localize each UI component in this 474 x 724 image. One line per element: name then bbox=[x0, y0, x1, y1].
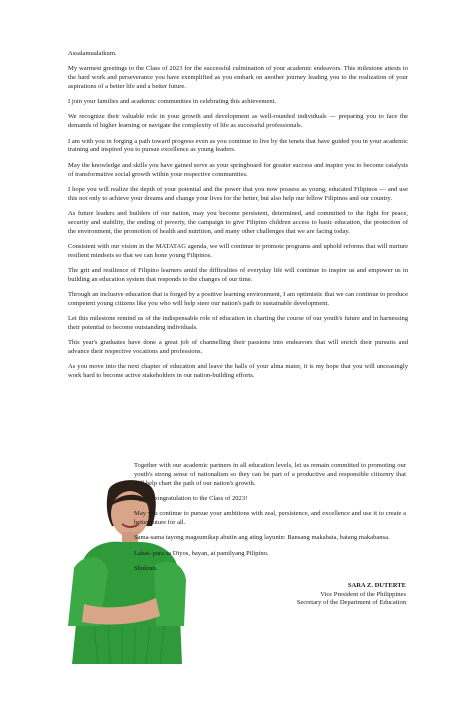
paragraph-5: May the knowledge and skills you have gained serve as your springboard for greater success and inspire you to become catalysts of transformative social growth within your respective communities. bbox=[68, 161, 408, 178]
paragraph-12: This year's graduates have done a great job of channelling their passions into endeavors that will enrich their pursuits and advance their respective vocations and professions. bbox=[68, 339, 408, 356]
paragraph-4: I am with you in forging a path toward progress even as you continue to live by the tenets that have guided you in your academic training and inspired you to pursue excellence as young leaders. bbox=[68, 137, 408, 154]
closing-paragraph-2: Again, congratulation to the Class of 2023! bbox=[134, 495, 248, 503]
letter-body bbox=[68, 50, 408, 388]
paragraph-11: Let this milestone remind us of the indispensable role of education in charting the course of our youth's future and in harnessing their potential to become outstanding individuals. bbox=[68, 315, 408, 332]
closing-paragraph-5: Lahat- para sa Diyos, bayan, at pamilyang Pilipino. bbox=[134, 549, 269, 557]
closing-paragraph-6: Shukran. bbox=[134, 564, 158, 572]
paragraph-7: As future leaders and builders of our nation, may you become persistent, determined, and committed to the fight for peace, security and stability, the ending of poverty, the campaign to give Filipino children access to basic education, the protection of the environment, the promotion of health and nutrition, and many other challenges that we are facing today. bbox=[68, 209, 408, 235]
closing-text bbox=[134, 462, 406, 608]
paragraph-13: As you move into the next chapter of education and leave the halls of your alma mater, it is my hope that you will unceasingly work hard to become active stakeholders in our nation-building efforts. bbox=[68, 363, 408, 380]
paragraph-2: I join your families and academic communities in celebrating this achievement. bbox=[68, 98, 277, 106]
signature-block bbox=[134, 582, 406, 609]
closing-section bbox=[0, 462, 474, 724]
signatory-name: SARA Z. DUTERTE bbox=[347, 581, 406, 589]
paragraph-3: We recognize their valuable role in your growth and development as well-rounded individuals — preparing you to face the demands of higher learning or navigate the complexity of life as successful professionals. bbox=[68, 113, 408, 130]
paragraph-6: I hope you will realize the depth of your potential and the power that you now possess as young, educated Filipinos — and use this not only to achieve your dreams and change your lives for the better, but also help our fellow Filipinos and our country. bbox=[68, 185, 408, 202]
paragraph-9: The grit and resilience of Filipino learners amid the difficulties of everyday life will continue to inspire us and empower us in building an education system that responds to the changes of our time. bbox=[68, 266, 408, 283]
signatory-title-1: Vice President of the Philippines bbox=[320, 590, 406, 598]
greeting: Assalamualaikum. bbox=[68, 50, 117, 57]
paragraph-10: Through an inclusive education that is forged by a positive learning environment, I am optimistic that we can continue to produce competent young citizens like you who will help steer our nation's path to sustainable development. bbox=[68, 291, 408, 307]
signatory-title-2: Secretary of the Department of Education bbox=[296, 599, 406, 607]
closing-paragraph-4: Sama-sama tayong magsumikap abutin ang ating layunin: Bansang makabata, batang makabansa. bbox=[134, 534, 390, 542]
paragraph-8: Consistent with our vision in the MATATAG agenda, we will continue to promote programs and uphold reforms that will nurture resilient mindsets so that we can hone young Filipinos. bbox=[68, 242, 408, 259]
closing-paragraph-3: May you continue to pursue your ambitions with zeal, persistence, and excellence and use it to create a better future for all. bbox=[134, 510, 406, 527]
paragraph-1: My warmest greetings to the Class of 2023 for the successful culmination of your academic endeavors. This milestone attests to the hard work and perseverance you have exemplified as you embark on another journey leading you to the realization of your aspirations of a better life and a better future. bbox=[68, 65, 408, 91]
closing-paragraph-1: Together with our academic partners in all education levels, let us remain committed to promoting our youth's strong sense of nationalism so they can be part of a productive and responsible citizenry that will help chart the path of our nation's growth. bbox=[134, 462, 406, 487]
